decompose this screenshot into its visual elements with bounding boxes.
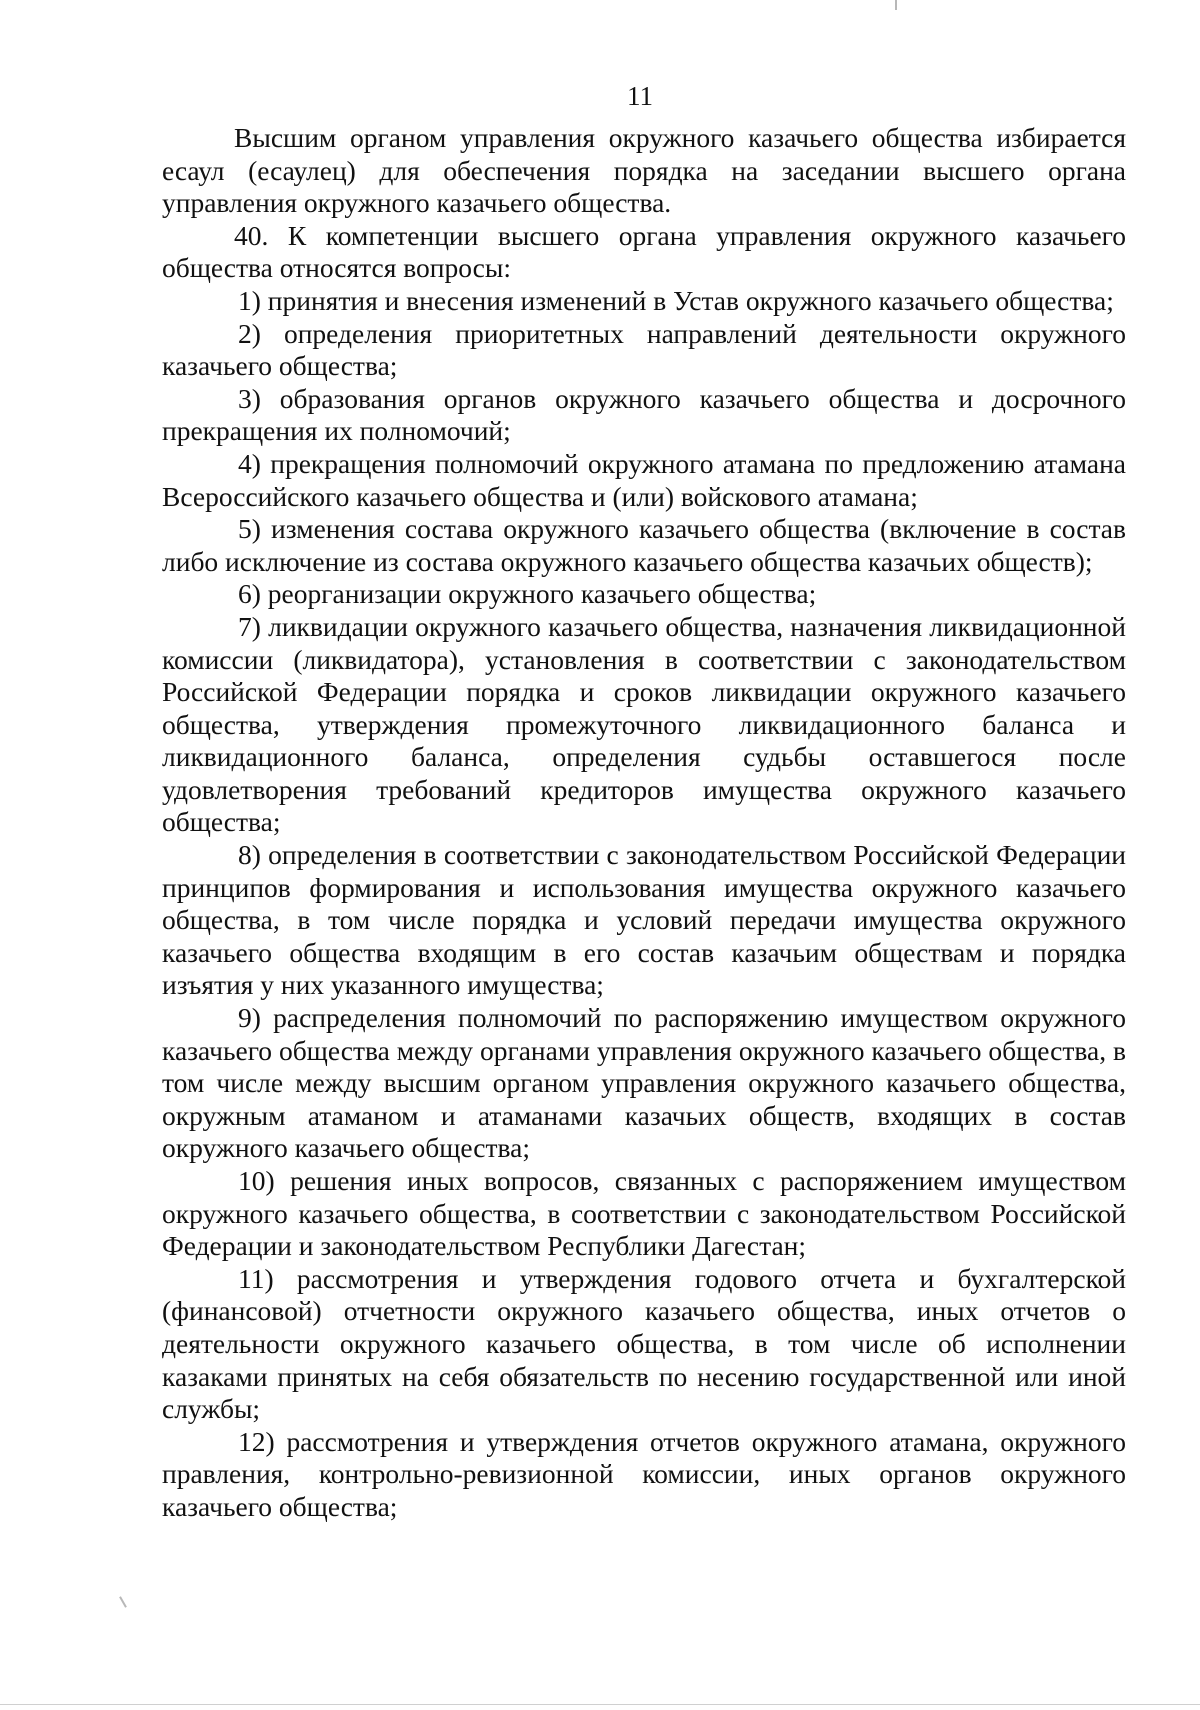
list-item-5: 5) изменения состава окружного казачьего общества (включение в состав либо исключение из состава окружного казачьего общества казачьих обществ); [162,513,1126,577]
list-item-8: 8) определения в соответствии с законодательством Российской Федерации принципов формирования и использования имущества окружного казачьего общества, в том числе порядка и условий передачи имущества окружного казачьего общества входящим в его состав казачьим обществам и порядка изъятия у них указанного имущества; [162,839,1126,1001]
list-item-4: 4) прекращения полномочий окружного атамана по предложению атамана Всероссийского казачьего общества и (или) войскового атамана; [162,447,1126,512]
paragraph-esaul: Высшим органом управления окружного казачьего общества избирается есаул (есаулец) для обеспечения порядка на заседании высшего органа управления окружного казачьего общества. [162,122,1126,219]
document-body [162,122,1126,1524]
list-item-7: 7) ликвидации окружного казачьего общества, назначения ликвидационной комиссии (ликвидатора), установления в соответствии с законодательством Российской Федерации порядка и сроков ликвидации окружного казачьего общества, утверждения промежуточного ликвидационного баланса и ликвидационного баланса, определения судьбы оставшегося после удовлетворения требований кредиторов имущества окружного казачьего общества; [162,610,1126,838]
scan-artifact-bottom [0,1704,1200,1705]
list-item-9: 9) распределения полномочий по распоряжению имуществом окружного казачьего общества между органами управления окружного казачьего общества, в том числе между высшим органом управления окружного казачьего общества, окружным атаманом и атаманами казачьих обществ, входящих в состав окружного казачьего общества; [162,1002,1126,1164]
list-item-11: 11) рассмотрения и утверждения годового отчета и бухгалтерской (финансовой) отчетности окружного казачьего общества, иных отчетов о деятельности окружного казачьего общества, в том числе об исполнении казаками принятых на себя обязательств по несению государственной или иной службы; [162,1262,1126,1425]
list-item-6: 6) реорганизации окружного казачьего общества; [238,578,817,610]
list-item-3: 3) образования органов окружного казачьего общества и досрочного прекращения их полномочий; [162,382,1126,447]
list-item-1: 1) принятия и внесения изменений в Устав окружного казачьего общества; [238,284,1114,316]
list-item-2: 2) определения приоритетных направлений деятельности окружного казачьего общества; [162,317,1126,382]
scan-artifact-top [895,0,897,10]
list-item-10: 10) решения иных вопросов, связанных с распоряжением имуществом окружного казачьего общества, в соответствии с законодательством Российской Федерации и законодательством Республики Дагестан; [162,1165,1126,1262]
paragraph-40-competence: 40. К компетенции высшего органа управления окружного казачьего общества относятся вопросы: [162,219,1126,284]
scan-artifact-left [119,1596,127,1607]
list-item-12: 12) рассмотрения и утверждения отчетов окружного атамана, окружного правления, контрольно-ревизионной комиссии, иных органов окружного казачьего общества; [162,1425,1126,1522]
page-number: 11 [627,81,653,111]
